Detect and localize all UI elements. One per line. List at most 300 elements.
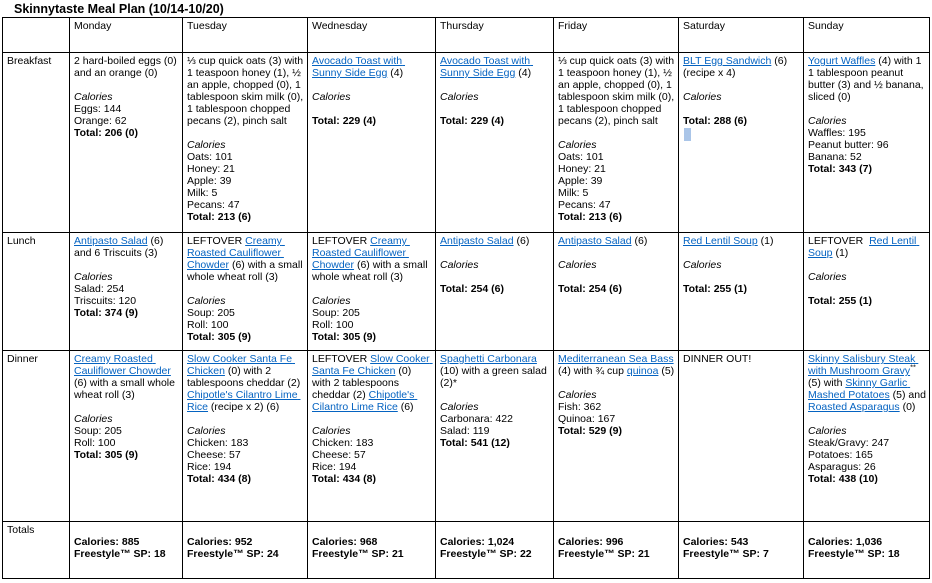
text-run: Rice: 194 xyxy=(187,461,232,473)
text-run: Waffles: 195 xyxy=(808,127,866,139)
text-run: Salad: 119 xyxy=(440,425,490,437)
text-line xyxy=(440,103,550,115)
text-run: (1) xyxy=(757,235,774,247)
text-line xyxy=(808,437,926,449)
text-line xyxy=(312,425,432,437)
text-line xyxy=(187,139,304,151)
text-line xyxy=(558,536,675,548)
text-run: (6) and 6 Triscuits (3) xyxy=(74,235,167,259)
recipe-link[interactable]: Antipasto Salad xyxy=(558,235,632,247)
text-run: Oats: 101 xyxy=(558,151,604,163)
text-run: Total: 305 (9) xyxy=(74,449,138,461)
text-line xyxy=(808,425,926,437)
text-line xyxy=(74,437,179,449)
cell-totals-tuesday xyxy=(183,522,308,579)
text-run: (5) and xyxy=(889,389,929,401)
cell-dinner-friday xyxy=(554,351,679,522)
text-line xyxy=(187,548,304,560)
text-line xyxy=(440,524,550,536)
cell-totals-friday xyxy=(554,522,679,579)
text-run: Eggs: 144 xyxy=(74,103,122,115)
text-run: Total: 305 (9) xyxy=(312,331,376,343)
text-line xyxy=(440,548,550,560)
text-run: Peanut butter: 96 xyxy=(808,139,889,151)
cell-dinner-thursday xyxy=(436,351,554,522)
text-run: Calories: 968 xyxy=(312,536,378,548)
text-run: (10) with a green salad (2)* xyxy=(440,353,550,389)
text-line xyxy=(312,413,432,425)
text-line xyxy=(808,271,926,283)
recipe-link[interactable]: Creamy Roasted Cauliflower Chowder xyxy=(187,235,285,271)
recipe-link[interactable]: Skinny Salisbury Steak with Mushroom Gravy xyxy=(808,353,919,377)
text-line xyxy=(312,103,432,115)
day-header-sunday: Sunday xyxy=(804,18,930,53)
cell-totals-wednesday xyxy=(308,522,436,579)
text-line xyxy=(187,187,304,199)
text-line xyxy=(74,259,179,271)
cell-breakfast-monday xyxy=(70,53,183,233)
text-run: Calories xyxy=(558,139,597,151)
text-line xyxy=(312,283,432,295)
text-line xyxy=(440,247,550,259)
text-run: Calories: 1,036 xyxy=(808,536,883,548)
text-run: (6) xyxy=(513,235,530,247)
cell-breakfast-saturday xyxy=(679,53,804,233)
text-line xyxy=(440,283,550,295)
text-run: ** xyxy=(910,362,916,372)
text-line xyxy=(440,235,550,247)
cell-breakfast-thursday xyxy=(436,53,554,233)
text-run: (5) with xyxy=(808,365,919,389)
text-run: Calories xyxy=(440,91,479,103)
text-line xyxy=(187,449,304,461)
day-header-thursday: Thursday xyxy=(436,18,554,53)
text-line xyxy=(74,283,179,295)
recipe-link[interactable]: Mediterranean Sea Bass xyxy=(558,353,674,365)
text-run: (recipe x 2) (6) xyxy=(208,401,280,413)
recipe-link[interactable]: Chipotle's Cilantro Lime Rice xyxy=(187,389,301,413)
row-breakfast xyxy=(3,53,930,233)
text-line xyxy=(558,163,675,175)
text-run: Total: 255 (1) xyxy=(683,283,747,295)
text-line xyxy=(558,175,675,187)
cell-dinner-sunday xyxy=(804,351,930,522)
text-run: Calories xyxy=(808,271,847,283)
text-line xyxy=(558,401,675,413)
text-run: (6) xyxy=(631,235,648,247)
row-label-dinner: Dinner xyxy=(3,351,70,522)
text-run: Milk: 5 xyxy=(187,187,218,199)
text-run: Freestyle™ SP: 24 xyxy=(187,548,279,560)
text-line xyxy=(558,271,675,283)
recipe-link[interactable]: Chipotle's Cilantro Lime Rice xyxy=(312,389,418,413)
cell-breakfast-sunday xyxy=(804,53,930,233)
text-run: Potatoes: 165 xyxy=(808,449,873,461)
text-line xyxy=(187,307,304,319)
text-run: Total: 229 (4) xyxy=(312,115,376,127)
text-line xyxy=(808,524,926,536)
text-run: ⅓ cup quick oats (3) with 1 teaspoon honey (1), ½ an apple, chopped (0), 1 tablespoon skim milk (0), 1 tablespoon chopped pecans (2), pinch salt xyxy=(187,55,307,127)
row-label-totals: Totals xyxy=(3,522,70,579)
text-run: Honey: 21 xyxy=(558,163,606,175)
text-line xyxy=(808,139,926,151)
text-line xyxy=(312,307,432,319)
cell-lunch-friday xyxy=(554,233,679,351)
text-run: Total: 438 (10) xyxy=(808,473,878,485)
text-run: Chicken: 183 xyxy=(312,437,374,449)
cell-dinner-tuesday xyxy=(183,351,308,522)
text-line xyxy=(558,211,675,223)
text-run: Calories xyxy=(74,413,113,425)
text-run: Total: 213 (6) xyxy=(558,211,622,223)
text-run: Triscuits: 120 xyxy=(74,295,137,307)
text-line xyxy=(312,79,432,91)
text-run: Calories xyxy=(312,91,351,103)
recipe-link[interactable]: Roasted Asparagus xyxy=(808,401,900,413)
text-run: Calories xyxy=(808,115,847,127)
text-run: (0) with 2 tablespoons cheddar (2) xyxy=(187,365,304,389)
cell-breakfast-tuesday xyxy=(183,53,308,233)
text-run: ⅓ cup quick oats (3) with 1 teaspoon honey (1), ½ an apple, chopped (0), 1 tablespoon skim milk (0), 1 tablespoon chopped pecans (2), pinch salt xyxy=(558,55,678,127)
cell-dinner-saturday xyxy=(679,351,804,522)
recipe-link[interactable]: Avocado Toast with Sunny Side Egg xyxy=(440,55,534,79)
recipe-link[interactable]: Red Lentil Soup xyxy=(683,235,758,247)
text-run: Freestyle™ SP: 18 xyxy=(808,548,900,560)
text-run: Apple: 39 xyxy=(558,175,603,187)
recipe-link[interactable]: Spaghetti Carbonara xyxy=(440,353,537,365)
text-line xyxy=(683,115,800,127)
text-line xyxy=(558,524,675,536)
text-line xyxy=(187,175,304,187)
text-run: Freestyle™ SP: 18 xyxy=(74,548,166,560)
text-run: (4) with ¾ cup xyxy=(558,353,677,377)
recipe-link[interactable]: Antipasto Salad xyxy=(74,235,148,247)
text-run: (6) with a small whole wheat roll (3) xyxy=(312,259,431,283)
text-line xyxy=(312,437,432,449)
text-run: (1) xyxy=(832,247,849,259)
cell-lunch-saturday xyxy=(679,233,804,351)
text-run: Calories xyxy=(187,425,226,437)
text-line xyxy=(683,235,800,247)
text-line xyxy=(74,401,179,413)
text-line xyxy=(74,235,179,259)
text-line xyxy=(683,283,800,295)
text-line xyxy=(808,413,926,425)
text-line xyxy=(558,548,675,560)
recipe-link[interactable]: Creamy Roasted Cauliflower Chowder xyxy=(74,353,171,377)
text-line xyxy=(187,473,304,485)
text-line xyxy=(74,91,179,103)
text-line xyxy=(312,115,432,127)
text-line xyxy=(312,319,432,331)
day-header-monday: Monday xyxy=(70,18,183,53)
page-title: Skinnytaste Meal Plan (10/14-10/20) xyxy=(14,2,224,16)
recipe-link[interactable]: quinoa xyxy=(626,365,659,377)
text-run: Total: 434 (8) xyxy=(312,473,376,485)
text-line xyxy=(558,389,675,401)
text-line xyxy=(808,353,929,413)
text-line xyxy=(74,127,179,139)
text-run: Freestyle™ SP: 7 xyxy=(683,548,769,560)
text-line xyxy=(440,79,550,91)
text-run: Total: 305 (9) xyxy=(187,331,251,343)
text-run: Freestyle™ SP: 22 xyxy=(440,548,532,560)
text-run: LEFTOVER xyxy=(187,235,246,247)
text-run: Soup: 205 xyxy=(187,307,235,319)
text-line xyxy=(808,548,926,560)
text-line xyxy=(312,235,432,283)
recipe-link[interactable]: Skinny Garlic Mashed Potatoes xyxy=(808,377,911,401)
text-line xyxy=(74,548,179,560)
recipe-link[interactable]: Yogurt Waffles xyxy=(808,55,876,67)
text-run: Calories xyxy=(683,259,722,271)
text-line xyxy=(187,413,304,425)
text-line xyxy=(74,115,179,127)
text-line xyxy=(312,91,432,103)
text-run: Total: 541 (12) xyxy=(440,437,510,449)
text-run: Total: 374 (9) xyxy=(74,307,138,319)
text-line xyxy=(683,524,800,536)
text-run: Calories: 885 xyxy=(74,536,140,548)
text-run: Roll: 100 xyxy=(187,319,229,331)
text-run: Total: 206 (0) xyxy=(74,127,138,139)
text-run: Calories xyxy=(74,91,113,103)
text-line xyxy=(558,247,675,259)
cell-breakfast-friday xyxy=(554,53,679,233)
text-line xyxy=(74,425,179,437)
text-line xyxy=(558,283,675,295)
text-line xyxy=(187,353,304,413)
text-line xyxy=(74,449,179,461)
text-line xyxy=(808,461,926,473)
text-run: Rice: 194 xyxy=(312,461,357,473)
text-run: DINNER OUT! xyxy=(683,353,752,365)
text-line xyxy=(312,473,432,485)
text-line xyxy=(187,283,304,295)
text-run: Chicken: 183 xyxy=(187,437,249,449)
text-line xyxy=(808,259,926,271)
text-line xyxy=(808,127,926,139)
cell-lunch-sunday xyxy=(804,233,930,351)
text-line xyxy=(558,55,678,127)
text-line xyxy=(808,449,926,461)
text-run: Total: 255 (1) xyxy=(808,295,872,307)
text-line xyxy=(558,425,675,437)
day-header-friday: Friday xyxy=(554,18,679,53)
recipe-link[interactable]: Antipasto Salad xyxy=(440,235,514,247)
text-line xyxy=(187,319,304,331)
text-run: Calories xyxy=(187,139,226,151)
day-header-saturday: Saturday xyxy=(679,18,804,53)
text-run: Calories xyxy=(558,259,597,271)
text-run: Calories: 952 xyxy=(187,536,253,548)
text-line xyxy=(558,187,675,199)
recipe-link[interactable]: BLT Egg Sandwich xyxy=(683,55,772,67)
row-label-breakfast: Breakfast xyxy=(3,53,70,233)
text-run: Calories: 1,024 xyxy=(440,536,515,548)
text-run: (0) xyxy=(899,401,916,413)
text-run: Total: 213 (6) xyxy=(187,211,251,223)
text-line xyxy=(683,259,800,271)
text-run: (6) with a small whole wheat roll (3) xyxy=(187,259,306,283)
text-run: Orange: 62 xyxy=(74,115,127,127)
cell-lunch-wednesday xyxy=(308,233,436,351)
text-line xyxy=(808,536,926,548)
text-run: Freestyle™ SP: 21 xyxy=(558,548,650,560)
page xyxy=(0,2,932,579)
text-line xyxy=(187,127,304,139)
text-line xyxy=(808,55,926,103)
text-run: Total: 434 (8) xyxy=(187,473,251,485)
text-run: Apple: 39 xyxy=(187,175,232,187)
cell-totals-sunday xyxy=(804,522,930,579)
text-run: 2 hard-boiled eggs (0) and an orange (0) xyxy=(74,55,180,79)
recipe-link[interactable]: Red Lentil Soup xyxy=(808,235,920,259)
text-line xyxy=(440,115,550,127)
text-run: Total: 254 (6) xyxy=(440,283,504,295)
text-line xyxy=(440,353,550,389)
text-run: Calories xyxy=(312,425,351,437)
text-line xyxy=(187,524,304,536)
text-line xyxy=(683,79,800,91)
cell-totals-thursday xyxy=(436,522,554,579)
text-run: LEFTOVER xyxy=(808,235,870,247)
text-line xyxy=(440,413,550,425)
text-run: Carbonara: 422 xyxy=(440,413,513,425)
text-line xyxy=(74,536,179,548)
text-run: Pecans: 47 xyxy=(558,199,611,211)
text-run: LEFTOVER xyxy=(312,353,371,365)
text-line xyxy=(187,461,304,473)
recipe-link[interactable]: Creamy Roasted Cauliflower Chowder xyxy=(312,235,410,271)
day-header-wednesday: Wednesday xyxy=(308,18,436,53)
text-line xyxy=(187,199,304,211)
text-line xyxy=(187,211,304,223)
text-line xyxy=(440,55,550,79)
text-run: Freestyle™ SP: 21 xyxy=(312,548,404,560)
recipe-link[interactable]: Slow Cooker Santa Fe Chicken xyxy=(312,353,433,377)
text-line xyxy=(808,163,926,175)
text-run: Soup: 205 xyxy=(74,425,122,437)
text-line xyxy=(187,437,304,449)
text-line xyxy=(440,425,550,437)
text-line xyxy=(808,103,926,115)
cell-lunch-monday xyxy=(70,233,183,351)
text-line xyxy=(683,247,800,259)
text-line xyxy=(74,353,179,401)
text-line xyxy=(187,425,304,437)
cell-breakfast-wednesday xyxy=(308,53,436,233)
meal-plan-table xyxy=(2,17,930,579)
text-run: Honey: 21 xyxy=(187,163,235,175)
text-run: LEFTOVER xyxy=(312,235,371,247)
text-line xyxy=(558,413,675,425)
row-lunch xyxy=(3,233,930,351)
text-line xyxy=(558,235,675,247)
cell-lunch-thursday xyxy=(436,233,554,351)
text-line xyxy=(558,199,675,211)
text-line xyxy=(312,461,432,473)
text-line xyxy=(312,536,432,548)
text-line xyxy=(187,295,304,307)
text-line xyxy=(74,55,179,79)
selection-highlight xyxy=(684,128,691,141)
text-run: Total: 529 (9) xyxy=(558,425,622,437)
text-line xyxy=(312,331,432,343)
text-run: (6) xyxy=(397,401,414,413)
text-run: Calories xyxy=(440,259,479,271)
text-run: Oats: 101 xyxy=(187,151,233,163)
text-line xyxy=(808,235,926,259)
text-run: Calories xyxy=(312,295,351,307)
corner-cell xyxy=(3,18,70,53)
text-line xyxy=(312,55,432,79)
text-run: Pecans: 47 xyxy=(187,199,240,211)
text-line xyxy=(683,271,800,283)
text-run: Calories xyxy=(74,271,113,283)
text-run: (6) (recipe x 4) xyxy=(683,55,791,79)
text-run: Calories: 543 xyxy=(683,536,749,548)
text-run: (4) xyxy=(387,67,404,79)
cell-lunch-tuesday xyxy=(183,233,308,351)
text-line xyxy=(440,259,550,271)
text-run: Calories xyxy=(808,425,847,437)
text-run: Calories xyxy=(187,295,226,307)
text-line xyxy=(187,235,304,283)
text-line xyxy=(808,295,926,307)
cell-totals-monday xyxy=(70,522,183,579)
text-line xyxy=(558,377,675,389)
text-line xyxy=(187,55,307,127)
recipe-link[interactable]: Slow Cooker Santa Fe Chicken xyxy=(187,353,295,377)
text-line xyxy=(74,307,179,319)
row-dinner xyxy=(3,351,930,522)
text-line xyxy=(683,548,800,560)
text-run: (4) xyxy=(515,67,532,79)
text-run: Salad: 254 xyxy=(74,283,125,295)
text-run: Milk: 5 xyxy=(558,187,589,199)
text-line xyxy=(440,536,550,548)
text-line xyxy=(558,259,675,271)
text-line xyxy=(312,353,432,413)
text-line xyxy=(312,524,432,536)
text-line xyxy=(187,163,304,175)
text-run: Soup: 205 xyxy=(312,307,360,319)
text-line xyxy=(312,295,432,307)
text-line xyxy=(187,331,304,343)
text-run: Total: 229 (4) xyxy=(440,115,504,127)
text-line xyxy=(74,413,179,425)
text-line xyxy=(808,473,926,485)
text-line xyxy=(558,139,675,151)
text-line xyxy=(312,449,432,461)
recipe-link[interactable]: Avocado Toast with Sunny Side Egg xyxy=(312,55,406,79)
text-run: Total: 343 (7) xyxy=(808,163,872,175)
text-run: Asparagus: 26 xyxy=(808,461,876,473)
text-run: Roll: 100 xyxy=(74,437,116,449)
text-line xyxy=(74,524,179,536)
text-line xyxy=(312,548,432,560)
text-run: Banana: 52 xyxy=(808,151,862,163)
text-line xyxy=(808,283,926,295)
text-run: Cheese: 57 xyxy=(312,449,366,461)
text-run: (6) with a small whole wheat roll (3) xyxy=(74,365,178,401)
text-line xyxy=(808,115,926,127)
text-line xyxy=(74,103,179,115)
text-line xyxy=(187,536,304,548)
text-run: Roll: 100 xyxy=(312,319,354,331)
row-label-lunch: Lunch xyxy=(3,233,70,351)
